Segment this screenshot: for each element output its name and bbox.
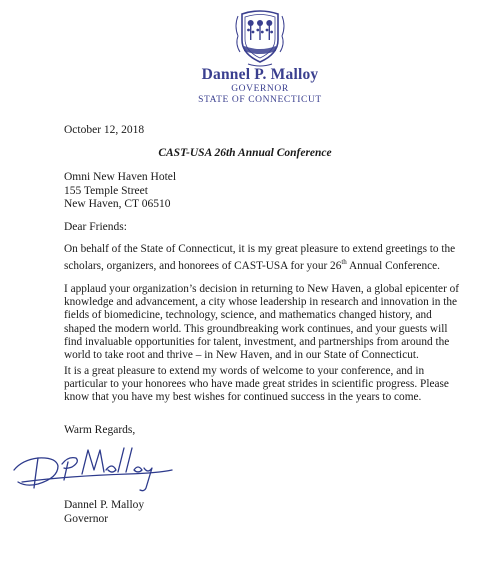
connecticut-state-seal-icon xyxy=(230,6,290,68)
letterhead-title: GOVERNOR xyxy=(231,84,289,94)
signer-title: Governor xyxy=(64,512,109,525)
closing: Warm Regards, xyxy=(64,424,136,436)
ordinal-suffix: th xyxy=(341,258,347,267)
greeting: Dear Friends: xyxy=(64,221,127,233)
address-line: New Haven, CT 06510 xyxy=(64,198,171,210)
address-line: 155 Temple Street xyxy=(64,184,148,197)
letterhead-office: STATE OF CONNECTICUT xyxy=(198,95,322,105)
address-line: Omni New Haven Hotel xyxy=(64,171,177,183)
letterhead-name: Dannel P. Malloy xyxy=(201,66,319,83)
body-paragraph-2: I applaud your organization’s decision in returning to New Haven, a global epicenter of knowledge and advancement, a city whose leadership in research and innovation in the fields of biomedicine, technology, science, and mathematics changed history, and shaped the modern world. This groundbreaking work continues, and your guests will find invaluable opportunities for talent, investment, and partnerships from around the world to take root and thrive – in New Haven, and in our State of Connecticut. xyxy=(64,283,460,362)
body-paragraph-3: It is a great pleasure to extend my words of welcome to your conference, and in particular to your honorees who have made great strides in scientific progress. Please know that you have my best wishes for continued success in the years to come. xyxy=(64,365,449,404)
signer-block xyxy=(64,499,144,526)
signer-name: Dannel P. Malloy xyxy=(64,499,145,511)
letter-date: October 12, 2018 xyxy=(64,124,145,136)
letter-subject: CAST-USA 26th Annual Conference xyxy=(158,147,332,159)
recipient-address xyxy=(64,171,176,212)
paragraph-text: Annual Conference. xyxy=(346,259,440,272)
paragraph-text: On behalf of the State of Connecticut, it is my great pleasure to extend greetings to the scholars, organizers, and honorees of CAST-USA for your 26 xyxy=(64,243,456,272)
letterhead xyxy=(150,66,370,106)
body-paragraph-1 xyxy=(64,243,464,273)
handwritten-signature xyxy=(8,440,178,496)
